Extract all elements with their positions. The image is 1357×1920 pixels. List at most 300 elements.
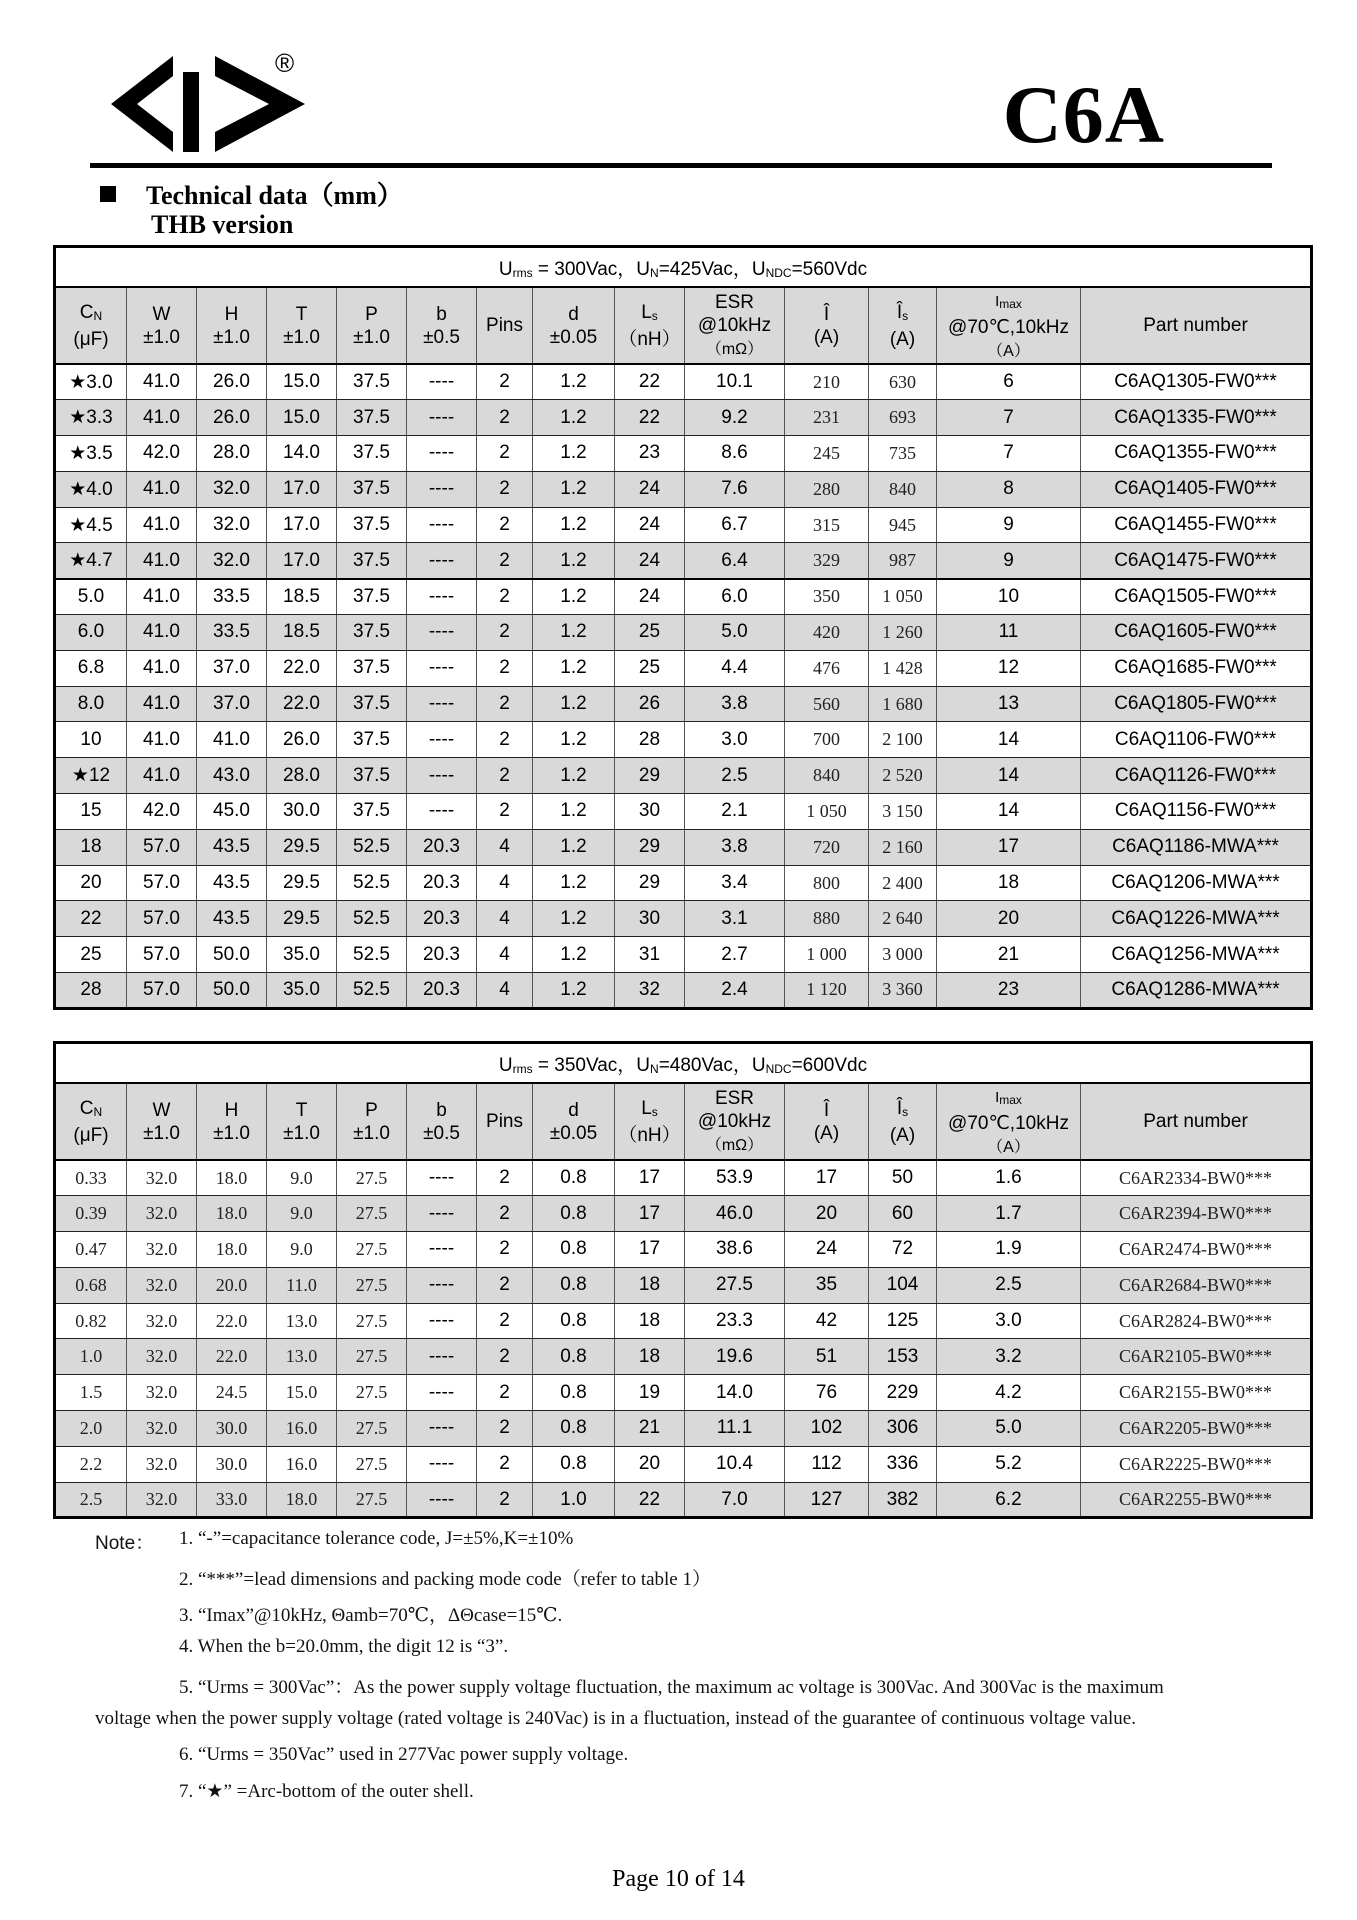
section-subheading: THB version bbox=[151, 210, 294, 239]
table-cell: 3.1 bbox=[685, 901, 785, 937]
table-cell: 27.5 bbox=[337, 1196, 407, 1232]
table-cell: 24 bbox=[615, 579, 685, 615]
table-cell: 4 bbox=[477, 901, 533, 937]
table-cell: 17 bbox=[615, 1160, 685, 1196]
table-cell: 42 bbox=[785, 1303, 869, 1339]
table-cell: 30.0 bbox=[197, 1446, 267, 1482]
table-cell: 37.5 bbox=[337, 650, 407, 686]
table-row bbox=[55, 901, 1312, 937]
table-cell: 53.9 bbox=[685, 1160, 785, 1196]
table-cell: 24 bbox=[615, 471, 685, 507]
table-cell: 37.5 bbox=[337, 400, 407, 436]
table-cell: 22.0 bbox=[267, 650, 337, 686]
table-cell: C6AQ1186-MWA*** bbox=[1081, 829, 1312, 865]
table-cell: 231 bbox=[785, 400, 869, 436]
table-cell: C6AR2205-BW0*** bbox=[1081, 1411, 1312, 1447]
table-cell: 880 bbox=[785, 901, 869, 937]
table-cell: 50.0 bbox=[197, 973, 267, 1009]
table-cell: 1.2 bbox=[533, 615, 615, 651]
table-cell: ★3.5 bbox=[55, 436, 127, 472]
col-imax: $I_{max}$ @70℃,10kHz （A） bbox=[937, 287, 1081, 364]
note-2: 2. “***”=lead dimensions and packing mode code（refer to table 1） bbox=[179, 1569, 711, 1590]
table-cell: 11.0 bbox=[267, 1267, 337, 1303]
table-cell: 306 bbox=[869, 1411, 937, 1447]
table-cell: ---- bbox=[407, 364, 477, 400]
table-cell: 2 bbox=[477, 1446, 533, 1482]
table-row bbox=[55, 1267, 1312, 1303]
table-cell: 35 bbox=[785, 1267, 869, 1303]
table-cell: 2 bbox=[477, 615, 533, 651]
table-cell: 8 bbox=[937, 471, 1081, 507]
table-cell: 7 bbox=[937, 436, 1081, 472]
col-pins: Pins bbox=[477, 1083, 533, 1160]
table-cell: 9.0 bbox=[267, 1196, 337, 1232]
table-cell: 8.6 bbox=[685, 436, 785, 472]
table-cell: 28 bbox=[55, 973, 127, 1009]
registered-mark: ® bbox=[275, 48, 295, 78]
col-b: b ±0.5 bbox=[407, 287, 477, 364]
table-cell: 42.0 bbox=[127, 436, 197, 472]
table-cell: 8.0 bbox=[55, 686, 127, 722]
table-cell: 32.0 bbox=[197, 543, 267, 579]
table-cell: 2 bbox=[477, 722, 533, 758]
table-cell: ---- bbox=[407, 1375, 477, 1411]
table-cell: 37.5 bbox=[337, 615, 407, 651]
table-cell: 27.5 bbox=[337, 1411, 407, 1447]
table-cell: 2 bbox=[477, 650, 533, 686]
table-cell: 1.2 bbox=[533, 650, 615, 686]
col-pins: Pins bbox=[477, 287, 533, 364]
table-cell: 27.5 bbox=[337, 1482, 407, 1518]
table-cell: ---- bbox=[407, 686, 477, 722]
table-cell: 46.0 bbox=[685, 1196, 785, 1232]
table-cell: 72 bbox=[869, 1232, 937, 1268]
table-cell: 27.5 bbox=[337, 1303, 407, 1339]
table-cell: 18 bbox=[615, 1303, 685, 1339]
table-cell: 3 360 bbox=[869, 973, 937, 1009]
table-cell: 27.5 bbox=[337, 1339, 407, 1375]
table-cell: 0.33 bbox=[55, 1160, 127, 1196]
table-cell: 18.0 bbox=[197, 1160, 267, 1196]
table-cell: 9.0 bbox=[267, 1232, 337, 1268]
table-cell: 11.1 bbox=[685, 1411, 785, 1447]
bullet-square-icon bbox=[100, 186, 116, 202]
table-row bbox=[55, 1339, 1312, 1375]
table-cell: 2 bbox=[477, 579, 533, 615]
table-cell: 1.2 bbox=[533, 722, 615, 758]
table-cell: 1.7 bbox=[937, 1196, 1081, 1232]
table-cell: 102 bbox=[785, 1411, 869, 1447]
table-cell: 127 bbox=[785, 1482, 869, 1518]
table-cell: ★12 bbox=[55, 758, 127, 794]
table-row bbox=[55, 937, 1312, 973]
table-cell: C6AR2105-BW0*** bbox=[1081, 1339, 1312, 1375]
table-cell: 41.0 bbox=[127, 543, 197, 579]
col-cn: $C_N$ (μF) bbox=[55, 287, 127, 364]
col-part-number: Part number bbox=[1081, 1083, 1312, 1160]
table-cell: 0.8 bbox=[533, 1160, 615, 1196]
table-cell: 0.8 bbox=[533, 1375, 615, 1411]
table-cell: 52.5 bbox=[337, 865, 407, 901]
col-d: d ±0.05 bbox=[533, 287, 615, 364]
table-cell: 3.8 bbox=[685, 686, 785, 722]
table-cell: 14.0 bbox=[685, 1375, 785, 1411]
table-cell: 41.0 bbox=[127, 471, 197, 507]
table-cell: 32.0 bbox=[127, 1339, 197, 1375]
table-cell: 800 bbox=[785, 865, 869, 901]
table-cell: C6AR2684-BW0*** bbox=[1081, 1267, 1312, 1303]
table-cell: 2 bbox=[477, 364, 533, 400]
table-cell: 22.0 bbox=[197, 1303, 267, 1339]
table-cell: 1.2 bbox=[533, 758, 615, 794]
table-cell: 41.0 bbox=[127, 615, 197, 651]
table-cell: 20.3 bbox=[407, 973, 477, 1009]
table-cell: C6AQ1475-FW0*** bbox=[1081, 543, 1312, 579]
table-cell: 6.8 bbox=[55, 650, 127, 686]
table-cell: 28.0 bbox=[197, 436, 267, 472]
table-row bbox=[55, 1160, 1312, 1196]
table-cell: 13 bbox=[937, 686, 1081, 722]
table-cell: 19 bbox=[615, 1375, 685, 1411]
table-cell: C6AQ1505-FW0*** bbox=[1081, 579, 1312, 615]
col-w: W ±1.0 bbox=[127, 287, 197, 364]
table-cell: C6AQ1156-FW0*** bbox=[1081, 794, 1312, 830]
table-cell: 57.0 bbox=[127, 829, 197, 865]
note-1: 1. “-”=capacitance tolerance code, J=±5%,K=±10% bbox=[179, 1528, 574, 1549]
table-cell: ---- bbox=[407, 758, 477, 794]
table-cell: 76 bbox=[785, 1375, 869, 1411]
table-cell: 11 bbox=[937, 615, 1081, 651]
table-cell: 1.2 bbox=[533, 686, 615, 722]
table-cell: 560 bbox=[785, 686, 869, 722]
table-cell: 2 bbox=[477, 543, 533, 579]
note-3: 3. “Imax”@10kHz, Θamb=70℃，ΔΘcase=15℃. bbox=[179, 1605, 563, 1626]
table-cell: 30 bbox=[615, 794, 685, 830]
table-cell: 3 000 bbox=[869, 937, 937, 973]
table-cell: 840 bbox=[785, 758, 869, 794]
table-cell: 4.2 bbox=[937, 1375, 1081, 1411]
table-cell: C6AQ1305-FW0*** bbox=[1081, 364, 1312, 400]
table-row bbox=[55, 973, 1312, 1009]
table-cell: C6AR2225-BW0*** bbox=[1081, 1446, 1312, 1482]
table-cell: ---- bbox=[407, 1232, 477, 1268]
table-cell: 19.6 bbox=[685, 1339, 785, 1375]
table1-body bbox=[55, 364, 1312, 1008]
table-row bbox=[55, 794, 1312, 830]
page-number: Page 10 of 14 bbox=[612, 1866, 745, 1892]
note-5: 5. “Urms = 300Vac”：As the power supply voltage fluctuation, the maximum ac voltage is 300Vac. And 300Vac is the maximum bbox=[179, 1677, 1164, 1698]
table-cell: 17 bbox=[937, 829, 1081, 865]
table-cell: 14 bbox=[937, 722, 1081, 758]
table-cell: 52.5 bbox=[337, 937, 407, 973]
table-cell: 52.5 bbox=[337, 973, 407, 1009]
table-cell: 22 bbox=[615, 364, 685, 400]
table-cell: 6.4 bbox=[685, 543, 785, 579]
table-cell: 9.2 bbox=[685, 400, 785, 436]
table-row bbox=[55, 615, 1312, 651]
table-cell: ---- bbox=[407, 471, 477, 507]
table-cell: 14.0 bbox=[267, 436, 337, 472]
table-cell: 24.5 bbox=[197, 1375, 267, 1411]
table-cell: 20.3 bbox=[407, 901, 477, 937]
table-row bbox=[55, 1232, 1312, 1268]
table-cell: 20.3 bbox=[407, 829, 477, 865]
table-cell: 2 bbox=[477, 1482, 533, 1518]
table-cell: C6AQ1685-FW0*** bbox=[1081, 650, 1312, 686]
table-cell: 28 bbox=[615, 722, 685, 758]
table-cell: 4 bbox=[477, 865, 533, 901]
table-cell: 2 400 bbox=[869, 865, 937, 901]
table-cell: 9 bbox=[937, 507, 1081, 543]
table-cell: 3.2 bbox=[937, 1339, 1081, 1375]
table-cell: 7.6 bbox=[685, 471, 785, 507]
table-cell: 693 bbox=[869, 400, 937, 436]
table-cell: 17 bbox=[785, 1160, 869, 1196]
table-cell: 2 bbox=[477, 400, 533, 436]
table-cell: 2.4 bbox=[685, 973, 785, 1009]
table-cell: 315 bbox=[785, 507, 869, 543]
table-cell: C6AQ1106-FW0*** bbox=[1081, 722, 1312, 758]
table-cell: 42.0 bbox=[127, 794, 197, 830]
table-cell: 37.5 bbox=[337, 686, 407, 722]
table-cell: 2.5 bbox=[937, 1267, 1081, 1303]
table-cell: 2.7 bbox=[685, 937, 785, 973]
table-cell: 0.8 bbox=[533, 1267, 615, 1303]
table-cell: 20.3 bbox=[407, 937, 477, 973]
table-cell: 2.1 bbox=[685, 794, 785, 830]
note-4: 4. When the b=20.0mm, the digit 12 is “3”. bbox=[179, 1636, 509, 1657]
table-cell: 4.4 bbox=[685, 650, 785, 686]
table-cell: 1.2 bbox=[533, 436, 615, 472]
table-cell: 17 bbox=[615, 1232, 685, 1268]
table-cell: 32.0 bbox=[127, 1267, 197, 1303]
col-cn: $C_N$ (μF) bbox=[55, 1083, 127, 1160]
notes-label: Note： bbox=[95, 1533, 155, 1554]
table-cell: 2 bbox=[477, 471, 533, 507]
col-b: b ±0.5 bbox=[407, 1083, 477, 1160]
table-row bbox=[55, 1196, 1312, 1232]
table-cell: 2 bbox=[477, 1232, 533, 1268]
table-cell: 18.0 bbox=[267, 1482, 337, 1518]
table-cell: ★4.5 bbox=[55, 507, 127, 543]
table-cell: 1 428 bbox=[869, 650, 937, 686]
table-cell: ★4.0 bbox=[55, 471, 127, 507]
table-cell: 15 bbox=[55, 794, 127, 830]
table-cell: 1.2 bbox=[533, 973, 615, 1009]
table-cell: 210 bbox=[785, 364, 869, 400]
table-cell: 1.2 bbox=[533, 829, 615, 865]
table-cell: 3.0 bbox=[685, 722, 785, 758]
table-cell: 280 bbox=[785, 471, 869, 507]
table-cell: ---- bbox=[407, 1196, 477, 1232]
table-cell: C6AQ1605-FW0*** bbox=[1081, 615, 1312, 651]
table-cell: 32.0 bbox=[127, 1196, 197, 1232]
table-cell: 3 150 bbox=[869, 794, 937, 830]
table-cell: 17 bbox=[615, 1196, 685, 1232]
table-row bbox=[55, 436, 1312, 472]
table-cell: 1 000 bbox=[785, 937, 869, 973]
table-cell: C6AQ1206-MWA*** bbox=[1081, 865, 1312, 901]
table-cell: 26.0 bbox=[267, 722, 337, 758]
col-h: H ±1.0 bbox=[197, 1083, 267, 1160]
table-cell: 18 bbox=[937, 865, 1081, 901]
table-cell: 30 bbox=[615, 901, 685, 937]
table-cell: 840 bbox=[869, 471, 937, 507]
table-cell: 18 bbox=[615, 1339, 685, 1375]
table-cell: 0.8 bbox=[533, 1339, 615, 1375]
section-heading bbox=[100, 175, 403, 212]
table-cell: 1.2 bbox=[533, 937, 615, 973]
table-cell: 700 bbox=[785, 722, 869, 758]
table-cell: 26.0 bbox=[197, 400, 267, 436]
col-ipk: Î (A) bbox=[785, 287, 869, 364]
table-cell: 28.0 bbox=[267, 758, 337, 794]
table-cell: 0.8 bbox=[533, 1232, 615, 1268]
table-cell: 2 520 bbox=[869, 758, 937, 794]
table-cell: 2.0 bbox=[55, 1411, 127, 1447]
table-cell: 1.2 bbox=[533, 471, 615, 507]
table-cell: 26.0 bbox=[197, 364, 267, 400]
table-cell: 0.8 bbox=[533, 1196, 615, 1232]
table-cell: C6AQ1805-FW0*** bbox=[1081, 686, 1312, 722]
table-cell: ---- bbox=[407, 507, 477, 543]
table-cell: ---- bbox=[407, 1339, 477, 1375]
col-ls: $L_s$ （nH） bbox=[615, 1083, 685, 1160]
table-cell: 27.5 bbox=[337, 1267, 407, 1303]
table-row bbox=[55, 471, 1312, 507]
table-cell: 31 bbox=[615, 937, 685, 973]
table-cell: 29.5 bbox=[267, 829, 337, 865]
table-cell: C6AQ1256-MWA*** bbox=[1081, 937, 1312, 973]
table-cell: 350 bbox=[785, 579, 869, 615]
table-cell: 1.2 bbox=[533, 901, 615, 937]
table-cell: 3.8 bbox=[685, 829, 785, 865]
table-cell: 32.0 bbox=[127, 1411, 197, 1447]
table-row bbox=[55, 1375, 1312, 1411]
table-cell: 6.0 bbox=[685, 579, 785, 615]
table-cell: 0.82 bbox=[55, 1303, 127, 1339]
table-cell: 37.0 bbox=[197, 650, 267, 686]
table-cell: 1.2 bbox=[533, 543, 615, 579]
table-cell: 32 bbox=[615, 973, 685, 1009]
table-cell: ---- bbox=[407, 1303, 477, 1339]
table-cell: 37.5 bbox=[337, 758, 407, 794]
table-cell: 2 100 bbox=[869, 722, 937, 758]
table-row bbox=[55, 543, 1312, 579]
table-cell: C6AR2824-BW0*** bbox=[1081, 1303, 1312, 1339]
table-cell: 245 bbox=[785, 436, 869, 472]
table-cell: 336 bbox=[869, 1446, 937, 1482]
table-cell: 24 bbox=[615, 507, 685, 543]
table-cell: 2 bbox=[477, 1375, 533, 1411]
col-d: d ±0.05 bbox=[533, 1083, 615, 1160]
table-cell: 18.5 bbox=[267, 615, 337, 651]
table-cell: 735 bbox=[869, 436, 937, 472]
table-cell: 229 bbox=[869, 1375, 937, 1411]
table-cell: 13.0 bbox=[267, 1303, 337, 1339]
table-cell: 9 bbox=[937, 543, 1081, 579]
table-cell: 18 bbox=[615, 1267, 685, 1303]
table-cell: 32.0 bbox=[197, 471, 267, 507]
table-cell: 37.5 bbox=[337, 436, 407, 472]
table-row bbox=[55, 650, 1312, 686]
table-cell: 1.2 bbox=[533, 364, 615, 400]
col-p: P ±1.0 bbox=[337, 287, 407, 364]
table-cell: 16.0 bbox=[267, 1411, 337, 1447]
table-cell: 2.5 bbox=[55, 1482, 127, 1518]
table-cell: 30.0 bbox=[197, 1411, 267, 1447]
table-cell: 1.2 bbox=[533, 507, 615, 543]
table-cell: 16.0 bbox=[267, 1446, 337, 1482]
table-cell: 1 120 bbox=[785, 973, 869, 1009]
table-cell: 0.39 bbox=[55, 1196, 127, 1232]
col-t: T ±1.0 bbox=[267, 1083, 337, 1160]
table-cell: 2 bbox=[477, 507, 533, 543]
table-cell: 41.0 bbox=[127, 722, 197, 758]
col-esr: ESR @10kHz （mΩ） bbox=[685, 1083, 785, 1160]
table-cell: 2 bbox=[477, 436, 533, 472]
table-row bbox=[55, 686, 1312, 722]
table-cell: C6AQ1455-FW0*** bbox=[1081, 507, 1312, 543]
table-cell: 1 050 bbox=[869, 579, 937, 615]
table-cell: 2 640 bbox=[869, 901, 937, 937]
table-cell: 57.0 bbox=[127, 901, 197, 937]
table-cell: 29.5 bbox=[267, 901, 337, 937]
table-cell: 2 bbox=[477, 1267, 533, 1303]
table-cell: 20.3 bbox=[407, 865, 477, 901]
table-cell: 43.5 bbox=[197, 901, 267, 937]
table-cell: 6 bbox=[937, 364, 1081, 400]
table-cell: 987 bbox=[869, 543, 937, 579]
table-cell: 4 bbox=[477, 973, 533, 1009]
table-cell: 112 bbox=[785, 1446, 869, 1482]
table-cell: 5.0 bbox=[55, 579, 127, 615]
table-cell: 30.0 bbox=[267, 794, 337, 830]
table-cell: C6AR2394-BW0*** bbox=[1081, 1196, 1312, 1232]
table-cell: 25 bbox=[55, 937, 127, 973]
col-imax: $I_{max}$ @70℃,10kHz （A） bbox=[937, 1083, 1081, 1160]
table-cell: 22 bbox=[615, 1482, 685, 1518]
table-cell: 29 bbox=[615, 758, 685, 794]
table-cell: 27.5 bbox=[337, 1446, 407, 1482]
col-esr: ESR @10kHz （mΩ） bbox=[685, 287, 785, 364]
table-cell: 2 bbox=[477, 1196, 533, 1232]
table-cell: 41.0 bbox=[127, 758, 197, 794]
table2-body bbox=[55, 1160, 1312, 1518]
table-cell: 43.0 bbox=[197, 758, 267, 794]
table-cell: 5.2 bbox=[937, 1446, 1081, 1482]
table-row bbox=[55, 829, 1312, 865]
table-cell: 104 bbox=[869, 1267, 937, 1303]
table-cell: 1.0 bbox=[533, 1482, 615, 1518]
table-cell: 17.0 bbox=[267, 543, 337, 579]
model-title: C6A bbox=[1002, 69, 1165, 160]
table-cell: 15.0 bbox=[267, 364, 337, 400]
table-cell: 57.0 bbox=[127, 937, 197, 973]
table-cell: 33.0 bbox=[197, 1482, 267, 1518]
table-cell: 10 bbox=[937, 579, 1081, 615]
table-row bbox=[55, 507, 1312, 543]
table-cell: ---- bbox=[407, 1160, 477, 1196]
table-cell: 17.0 bbox=[267, 471, 337, 507]
note-7: 7. “★” =Arc-bottom of the outer shell. bbox=[179, 1781, 474, 1802]
table-cell: 1 050 bbox=[785, 794, 869, 830]
col-ipk: Î (A) bbox=[785, 1083, 869, 1160]
table-cell: 0.47 bbox=[55, 1232, 127, 1268]
table-cell: 6.7 bbox=[685, 507, 785, 543]
table-cell: 17.0 bbox=[267, 507, 337, 543]
table-cell: 33.5 bbox=[197, 615, 267, 651]
